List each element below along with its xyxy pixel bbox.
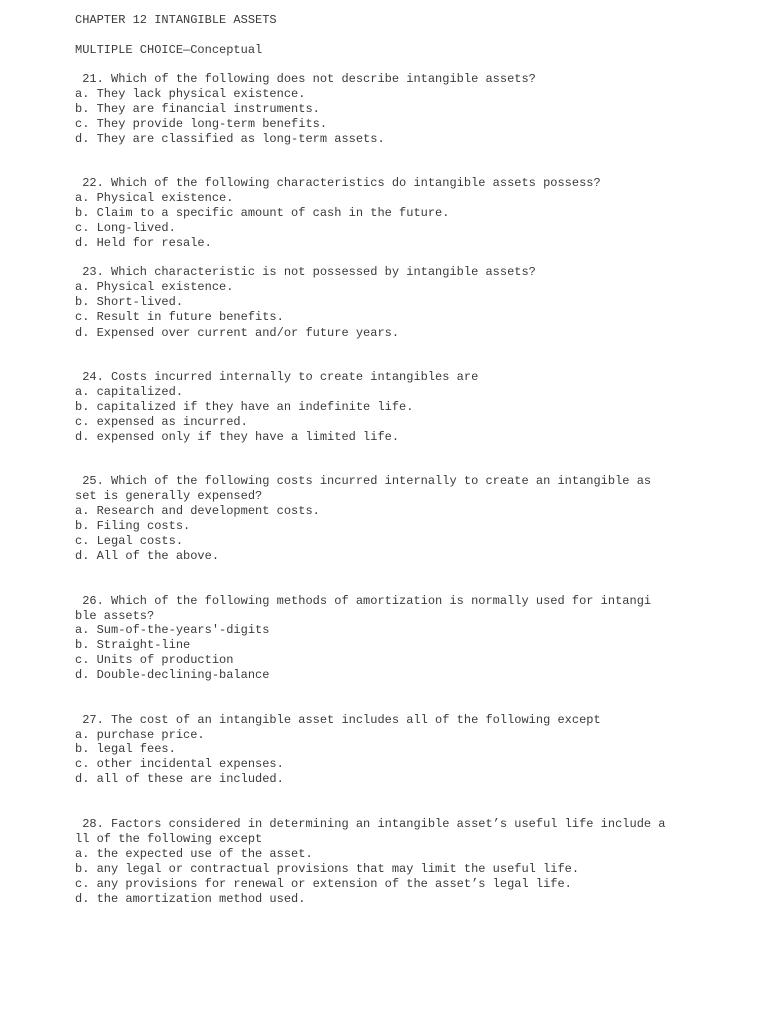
question-text: 28. Factors considered in determining an intangible asset’s useful life include a [75,817,666,831]
answer-option: a. Sum-of-the-years'-digits [75,623,270,637]
answer-option: c. Long-lived. [75,221,176,235]
answer-option: b. capitalized if they have an indefinite life. [75,400,414,414]
chapter-title: CHAPTER 12 INTANGIBLE ASSETS [75,13,277,27]
question-text: 22. Which of the following characteristics do intangible assets possess? [75,176,601,190]
answer-option: d. the amortization method used. [75,892,306,906]
answer-option: b. Straight-line [75,638,191,652]
answer-option: b. Filing costs. [75,519,191,533]
answer-option: b. Short-lived. [75,295,184,309]
section-title: MULTIPLE CHOICE—Conceptual [75,43,263,57]
answer-option: a. capitalized. [75,385,184,399]
answer-option: c. any provisions for renewal or extension of the asset’s legal life. [75,877,572,891]
answer-option: d. all of these are included. [75,772,284,786]
answer-option: d. expensed only if they have a limited life. [75,430,400,444]
question-text: 23. Which characteristic is not possessed by intangible assets? [75,265,536,279]
question-text: 21. Which of the following does not describe intangible assets? [75,72,536,86]
answer-option: a. Physical existence. [75,280,234,294]
answer-option: c. Result in future benefits. [75,310,284,324]
answer-option: d. They are classified as long-term assets. [75,132,385,146]
answer-option: c. other incidental expenses. [75,757,284,771]
answer-option: a. the expected use of the asset. [75,847,313,861]
answer-option: c. Legal costs. [75,534,184,548]
answer-option: c. expensed as incurred. [75,415,248,429]
answer-option: b. Claim to a specific amount of cash in the future. [75,206,450,220]
answer-option: c. They provide long-term benefits. [75,117,328,131]
answer-option: a. Physical existence. [75,191,234,205]
question-text: 26. Which of the following methods of amortization is normally used for intangi [75,594,652,608]
answer-option: b. They are financial instruments. [75,102,320,116]
question-text-continued: set is generally expensed? [75,489,263,503]
question-text: 27. The cost of an intangible asset includes all of the following except [75,713,601,727]
answer-option: d. Held for resale. [75,236,212,250]
answer-option: a. Research and development costs. [75,504,320,518]
answer-option: d. Expensed over current and/or future years. [75,326,400,340]
answer-option: a. purchase price. [75,728,205,742]
answer-option: a. They lack physical existence. [75,87,306,101]
answer-option: b. legal fees. [75,742,176,756]
answer-option: c. Units of production [75,653,234,667]
answer-option: d. Double-declining-balance [75,668,270,682]
question-text: 25. Which of the following costs incurred internally to create an intangible as [75,474,652,488]
question-text: 24. Costs incurred internally to create intangibles are [75,370,479,384]
answer-option: b. any legal or contractual provisions that may limit the useful life. [75,862,580,876]
question-text-continued: ble assets? [75,609,155,623]
answer-option: d. All of the above. [75,549,220,563]
question-text-continued: ll of the following except [75,832,263,846]
